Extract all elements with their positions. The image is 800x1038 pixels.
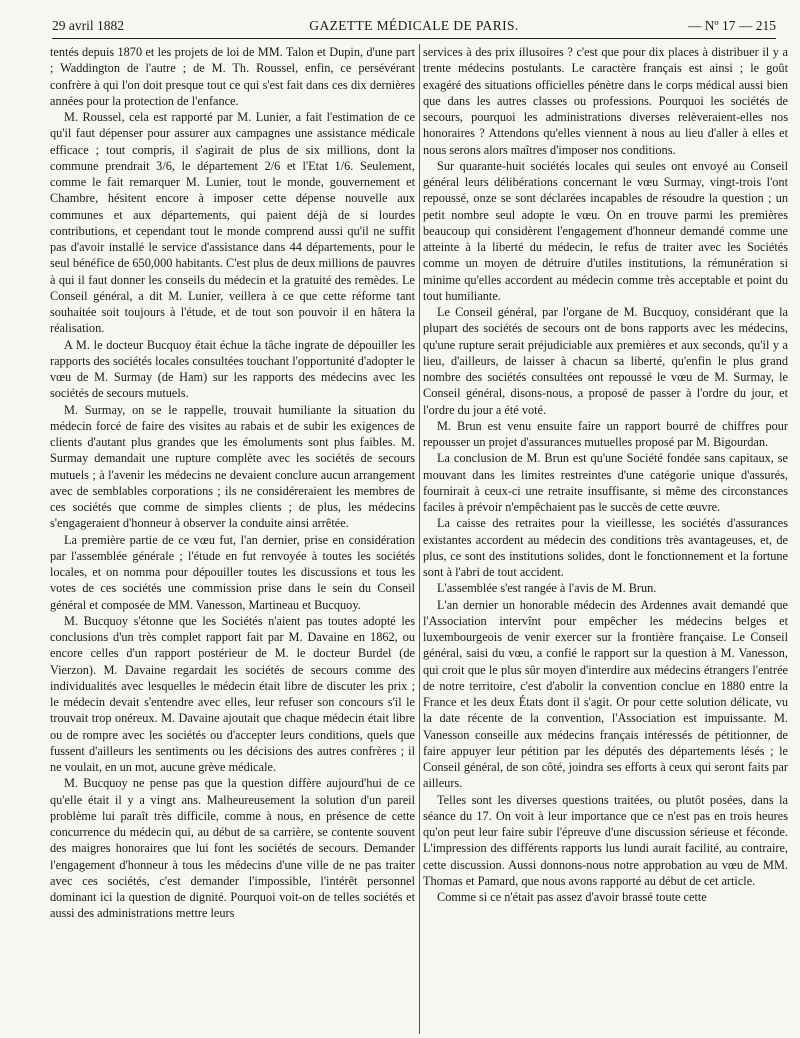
paragraph: L'an dernier un honorable médecin des Ardennes avait demandé que l'Association intervînt pour empêcher les médecins belges et luxembourgeois de venir exercer sur la frontière française. Le Conseil général, saisi du vœu, a confié le rapport sur la question à M. Vanesson, qui croit que le plus sûr moyen d'interdire aux médecins étrangers l'entrée de notre territoire, c'est d'abolir la convention conclue en 1880 entre la France et les deux États dont il s'agit. Or pour cette solution délicate, vu la date récente de la convention, l'Association est impuissante. M. Vanesson conseille aux médecins français intéressés de pétitionner, de faire appuyer leur pétition par les députés des départements lésés ; le Conseil général, de son côté, joindra ses efforts à ceux qui seront faits par ailleurs. — [423, 597, 788, 791]
paragraph: L'assemblée s'est rangée à l'avis de M. Brun. — [437, 581, 657, 596]
header-title: GAZETTE MÉDICALE DE PARIS. — [309, 18, 519, 33]
paragraph: Le Conseil général, par l'organe de M. Bucquoy, considérant que la plupart des sociétés de secours ont de bons rapports avec les médecins, qu'une rupture serait préjudiciable aux premières et aux seconds, qu'il y a lieu, d'ailleurs, de laisser à chacun sa liberté, qu'enfin le plus grand nombre des sociétés consultées ont repoussé le vœu de M. Surmay, le Conseil général, disons-nous, a proposé de passer à l'ordre du jour, et l'ordre du jour a été voté. — [423, 305, 788, 417]
paragraph: M. Bucquoy s'étonne que les Sociétés n'aient pas toutes adopté les conclusions d'un très complet rapport fait par M. Davaine en 1862, ou encore celles d'un rapport postérieur de M. le docteur Burdel (de Vierzon). M. Davaine regardait les sociétés de secours comme des individualités avec lesquelles le médecin était libre de discuter les prix ; le médecin devait s'entendre avec elles, leur refuser son concours s'il le trouvait trop onéreux. M. Davaine ajoutait que chaque médecin était libre ou de rompre avec les sociétés ou d'accepter leurs conditions, quels que fussent d'ailleurs les sentiments ou les décisions des autres confrères ; il ne voulait, en un mot, aucune grève médicale. — [50, 613, 415, 774]
paragraph: M. Roussel, cela est rapporté par M. Lunier, a fait l'estimation de ce qu'il faut dépenser pour assurer aux campagnes une assistance médicale efficace ; tout compris, il s'agirait de plus de six millions, dont la commune prendrait 3/6, le département 2/6 et l'Etat 1/6. Seulement, comme le fait remarquer M. Lunier, tout le monde, gouvernement et Chambre, hésitent encore à imposer cette dépense nouvelle aux communes et aux départements, qui paient déjà de si lourdes contributions, et cependant tout le monde comprend aussi qu'il ne suffit pas d'avoir installé le service d'assistance dans 44 départements, pour le seul bénéfice de 650,000 habitants. C'est plus de deux millions de pauvres à qui il faut donner les conseils du médecin et la gratuité des remèdes. Le Conseil général, a dit M. Lunier, veillera à ce que cette réforme tant souhaitée soit toujours à l'étude, et de tout son pouvoir il en hâtera la réalisation. — [50, 110, 415, 336]
header-date: 29 avril 1882 — [52, 18, 124, 33]
paragraph: La caisse des retraites pour la vieillesse, les sociétés d'assurances existantes accordent au médecin des conditions très avantageuses, et, de plus, ce sont des institutions solides, dont le fonctionnement et la fortune sont à l'abri de tout accident. — [423, 516, 788, 579]
paragraph: Sur quarante-huit sociétés locales qui seules ont envoyé au Conseil général leurs délibérations concernant le vœu Surmay, vingt-trois l'ont repoussé, onze se sont déclarées incapables de résoudre la question ; un petit nombre seul adopte le vœu. On en trouve parmi les premières beaucoup qui considèrent l'engagement d'honneur demandé comme une atteinte à la liberté du médecin, le refus de traiter avec les Sociétés comme un moyen de détruire d'utiles institutions, la rémunération si minime qu'elles accordent au médecin comme très acceptable et point du tout humiliante. — [423, 158, 788, 303]
paragraph: M. Surmay, on se le rappelle, trouvait humiliante la situation du médecin forcé de faire des visites au rabais et de subir les exigences de clients d'autant plus grandes que les émoluments sont plus faibles. M. Surmay demandait une rupture complète avec les sociétés de secours mutuels ; à l'avenir les médecins ne devaient conclure aucun arrangement avec de semblables corporations ; ils ne considéreraient les membres de ces sociétés que comme de simples clients ; de plus, les médecins s'engageraient d'honneur à observer la conduite ainsi arrêtée. — [50, 402, 415, 531]
paragraph: M. Brun est venu ensuite faire un rapport bourré de chiffres pour repousser un projet d'assurances mutuelles proposé par M. Bigourdan. — [423, 418, 788, 449]
page-header — [52, 14, 776, 39]
paragraph: La conclusion de M. Brun est qu'une Société fondée sans capitaux, se mouvant dans les limites restreintes d'une catégorie unique d'assurés, fournirait à ceux-ci une retraite insuffisante, si même des circonstances faciles à prévoir n'empêchaient pas le succès de cette œuvre. — [423, 451, 788, 514]
paragraph: tentés depuis 1870 et les projets de loi de MM. Talon et Dupin, d'une part ; Waddington de l'autre ; de M. Th. Roussel, enfin, ce persévérant confrère à qui l'on doit presque tout ce qui s'est fait dans ces dix dernières années pour la protection de l'enfance. — [50, 45, 415, 108]
paragraph: A M. le docteur Bucquoy était échue la tâche ingrate de dépouiller les rapports des sociétés locales consultées touchant l'opportunité d'adopter le vœu de M. Surmay (de Ham) sur les rapports des médecins avec les sociétés de secours mutuels. — [50, 337, 415, 401]
paragraph: La première partie de ce vœu fut, l'an dernier, prise en considération par l'assemblée générale ; l'étude en fut renvoyée à toutes les sociétés locales, et on nomma pour dépouiller toutes les discussions et tous les votes de ces sociétés une commission prise dans le sein du Conseil général et composée de MM. Vanesson, Martineau et Bucquoy. — [50, 532, 415, 612]
paragraph: M. Bucquoy ne pense pas que la question diffère aujourd'hui de ce qu'elle était il y a vingt ans. Malheureusement la solution d'un pareil problème lui paraît très difficile, comme à nous, en présence de cette concurrence du médecin qui, au début de sa carrière, se contente souvent des maigres honoraires que lui font les sociétés de secours. Demander l'engagement d'honneur à tous les médecins d'une ville de ne pas traiter avec ces sociétés, c'est demander l'impossible, l'intérêt personnel dominant ici la question de dignité. Pourquoi voit-on de telles sociétés et aussi des administrations mettre leurs — [50, 776, 415, 921]
left-column — [50, 44, 415, 1030]
paragraph: Comme si ce n'était pas assez d'avoir brassé toute cette — [437, 890, 707, 904]
header-issue-number: — Nº 17 — 215 — [687, 18, 776, 33]
column-divider — [419, 44, 420, 1034]
paragraph: services à des prix illusoires ? c'est que pour dix places à distribuer il y a trente médecins postulants. Le caractère français est ainsi ; le goût exagéré des situations officielles pénètre dans le corps médical aussi bien que dans les autres classes ou professions. Pourquoi les sociétés de secours, pourquoi les administrations diverses relèveraient-elles nos honoraires ? Attendons qu'elles viennent à nous au lieu d'aller à elles et nous serons alors maîtres d'imposer nos conditions. — [423, 45, 788, 157]
right-column — [423, 44, 788, 1030]
paragraph: Telles sont les diverses questions traitées, ou plutôt posées, dans la séance du 17. On voit à leur importance que ce n'est pas en trois heures qu'on peut leur faire subir l'épreuve d'une discussion sérieuse et féconde. L'impression des différents rapports lus lundi aurait facilité, au contraire, cette discussion. Aussi donnons-nous notre approbation au vœu de MM. Thomas et Pamard, que nous avons rapporté au début de cet article. — [423, 792, 788, 888]
